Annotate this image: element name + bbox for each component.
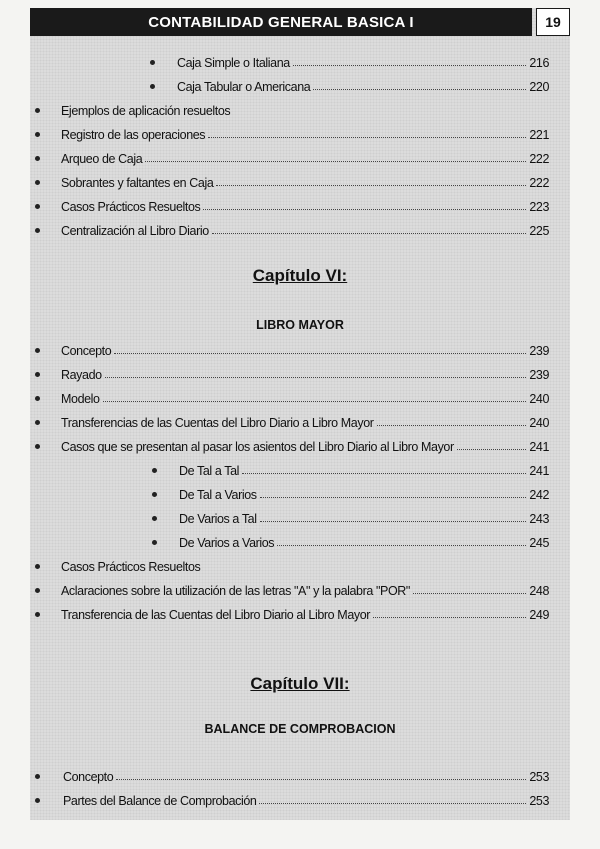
- bullet-icon: [35, 612, 40, 617]
- toc-entry: Casos Prácticos Resueltos: [61, 560, 201, 574]
- toc-entry: De Tal a Varios 242: [179, 488, 549, 502]
- bullet-icon: [35, 396, 40, 401]
- toc-entry: Ejemplos de aplicación resueltos: [61, 104, 231, 118]
- toc-entry: Transferencias de las Cuentas del Libro Diario a Libro Mayor 240: [61, 416, 549, 430]
- bullet-icon: [35, 420, 40, 425]
- chapter-heading: Capítulo VI:: [252, 266, 348, 285]
- toc-entry: Aclaraciones sobre la utilización de las letras "A" y la palabra "POR" 248: [61, 584, 549, 598]
- page-header: [30, 8, 570, 36]
- bullet-icon: [35, 564, 40, 569]
- bullet-icon: [35, 180, 40, 185]
- bullet-icon: [150, 84, 155, 89]
- section-title: LIBRO MAYOR: [256, 318, 344, 332]
- bullet-icon: [35, 372, 40, 377]
- toc-entry: Registro de las operaciones 221: [61, 128, 549, 142]
- toc-entry: Caja Simple o Italiana 216: [177, 56, 549, 70]
- bullet-icon: [152, 492, 157, 497]
- bullet-icon: [35, 774, 40, 779]
- bullet-icon: [35, 108, 40, 113]
- bullet-icon: [35, 204, 40, 209]
- toc-entry: Centralización al Libro Diario 225: [61, 224, 549, 238]
- bullet-icon: [35, 798, 40, 803]
- toc-entry: Modelo 240: [61, 392, 549, 406]
- bullet-icon: [150, 60, 155, 65]
- toc-entry: Casos Prácticos Resueltos 223: [61, 200, 549, 214]
- chapter-heading: Capítulo VII:: [250, 674, 350, 693]
- toc-entry: De Tal a Tal 241: [179, 464, 549, 478]
- toc-entry: Concepto 239: [61, 344, 549, 358]
- toc-entry: De Varios a Tal 243: [179, 512, 549, 526]
- toc-entry: Sobrantes y faltantes en Caja 222: [61, 176, 549, 190]
- toc-entry: Caja Tabular o Americana 220: [177, 80, 549, 94]
- toc-entry: Rayado 239: [61, 368, 549, 382]
- toc-entry: Concepto 253: [63, 770, 549, 784]
- bullet-icon: [35, 588, 40, 593]
- bullet-icon: [35, 132, 40, 137]
- book-page: [30, 8, 570, 820]
- bullet-icon: [35, 348, 40, 353]
- toc-entry: Transferencia de las Cuentas del Libro Diario al Libro Mayor 249: [61, 608, 549, 622]
- section-title: BALANCE DE COMPROBACION: [204, 722, 396, 736]
- bullet-icon: [35, 228, 40, 233]
- page-number: 19: [536, 8, 570, 36]
- running-title: CONTABILIDAD GENERAL BASICA I: [30, 8, 532, 36]
- bullet-icon: [152, 516, 157, 521]
- toc-entry: Casos que se presentan al pasar los asientos del Libro Diario al Libro Mayor 241: [61, 440, 549, 454]
- bullet-icon: [35, 156, 40, 161]
- bullet-icon: [35, 444, 40, 449]
- toc-entry: Arqueo de Caja 222: [61, 152, 549, 166]
- toc-entry: Partes del Balance de Comprobación 253: [63, 794, 549, 808]
- bullet-icon: [152, 540, 157, 545]
- toc-entry: De Varios a Varios 245: [179, 536, 549, 550]
- bullet-icon: [152, 468, 157, 473]
